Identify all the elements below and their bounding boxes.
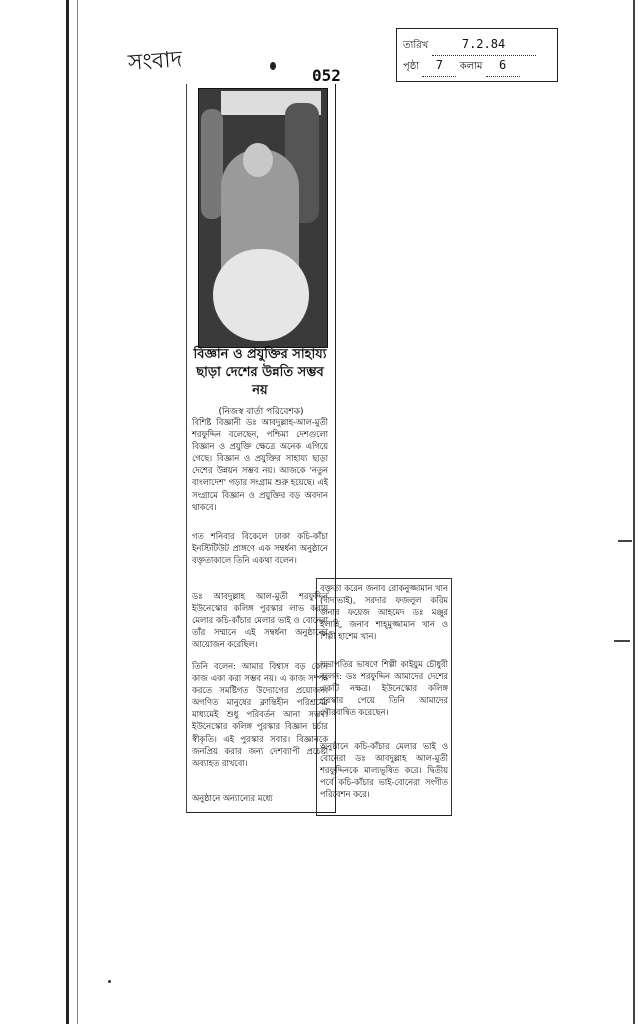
- paragraph: বক্তৃতা করেন জনাব রোকনুজ্জামান খান (দাদাভাই), সরদার ফজলুল করিম জনাব ফয়েজ আহমেদ ডঃ মঞ্জুর ইলাহি, জনাব শাহ্‌মুজ্জামান খান ও শিল্পী হাশেম খান।: [320, 583, 448, 642]
- scan-mark: [614, 640, 630, 642]
- paragraph: বিশিষ্ট বিজ্ঞানী ডঃ আবদুল্লাহ-আল-মুতী শরফুদ্দিন বলেছেন, পশ্চিমা দেশগুলো বিজ্ঞান ও প্রযুক্তি ক্ষেত্রে অনেক এগিয়ে গেছে। বিজ্ঞান ও প্রযুক্তির সাহায্য ছাড়া দেশের উন্নয়ন সম্ভব নয়। আজকে 'নতুন বাংলাদেশ' গড়ার সংগ্রাম শুরু হয়েছে। এই সংগ্রামে বিজ্ঞান ও প্রযুক্তির বড় অবদান থাকবে।: [192, 417, 328, 512]
- newspaper-source: সংবাদ: [127, 47, 183, 76]
- paragraph: অনুষ্ঠানে অন্যান্যের মধ্যে: [192, 793, 273, 803]
- paragraph: গত শনিবার বিকেলে ঢাকা কচি-কাঁচা ইনস্টিটিউট প্রাঙ্গণে এক সম্বর্ধনা অনুষ্ঠানে বক্তৃতাকালে তিনি একথা বলেন।: [192, 531, 328, 566]
- paragraph: অনুষ্ঠানে কচি-কাঁচার মেলার ভাই ও বোনেরা ডঃ আবদুল্লাহ আল-মুতী শরফুদ্দিনকে মাল্যভূষিত করে। দ্বিতীয় পর্বে কচি-কাঁচার ভাই-বোনেরা সংগীত পরিবেশন করে।: [320, 741, 448, 800]
- page-number: 052: [312, 66, 341, 85]
- scan-speck: [108, 980, 111, 983]
- stamp-page-row: [403, 56, 553, 74]
- photo-garland: [213, 249, 309, 341]
- stamp-page-label: পৃষ্ঠা: [403, 61, 420, 72]
- stamp-date-value: 7.2.84: [461, 37, 506, 51]
- stamp-page-value: 7: [435, 58, 443, 72]
- ink-mark: [270, 62, 276, 70]
- page-edge-left-inner: [77, 0, 78, 1024]
- stamp-column-label: কলাম: [459, 61, 483, 72]
- stamp-date-row: [403, 35, 553, 53]
- stamp-date-label: তারিখ: [403, 40, 429, 51]
- photo-person: [201, 109, 223, 219]
- headline: বিজ্ঞান ও প্রযুক্তির সাহায্য ছাড়া দেশের উন্নতি সম্ভব নয়: [193, 347, 327, 398]
- page-edge-left: [66, 0, 69, 1024]
- scan-mark: [618, 540, 632, 542]
- byline: (নিজস্ব বার্তা পরিবেশক): [218, 407, 304, 417]
- paragraph: সভাপতির ভাষণে শিল্পী কাইয়ুম চৌধুরী বলেন: ডঃ শরফুদ্দিন আমাদের দেশের একটি নক্ষত্র। ইউনেস্কোর কলিঙ্গ পুরস্কার পেয়ে তিনি আমাদের গৌরবান্বিত করেছেন।: [320, 659, 448, 718]
- date-stamp: [396, 28, 558, 82]
- news-photo: [198, 88, 328, 348]
- page-edge-right: [633, 0, 635, 1024]
- stamp-column-value: 6: [499, 58, 507, 72]
- paragraph: তিনি বলেন: আমার বিশ্বাস বড় কোন কাজ একা করা সম্ভব নয়। এ কাজ সম্পন্ন করতে সমষ্টিগত উদ্যোগের প্রয়োজন। অগণিত মানুষের ক্লান্তিহীন পরিশ্রমের মাধ্যমেই শুধু পরিবর্তন আনা সম্ভব। ইউনেস্কোর কলিঙ্গ পুরস্কার বিজ্ঞান চর্চার স্বীকৃতি। এই পুরস্কার সবার। বিজ্ঞানকে জনপ্রিয় করার জন্য দেশব্যাপী প্রচেষ্টা অব্যাহত রাখবো।: [192, 661, 328, 768]
- paragraph: ডঃ আবদুল্লাহ আল-মুতী শরফুদ্দিন ইউনেস্কোর কলিঙ্গ পুরস্কার লাভ করায় মেলার কচি-কাঁচার মেলার ভাই ও বোনেরা তাঁর সম্মানে এই সম্বর্ধনা অনুষ্ঠানের আয়োজন করেছিল।: [192, 591, 328, 650]
- photo-face: [243, 143, 273, 177]
